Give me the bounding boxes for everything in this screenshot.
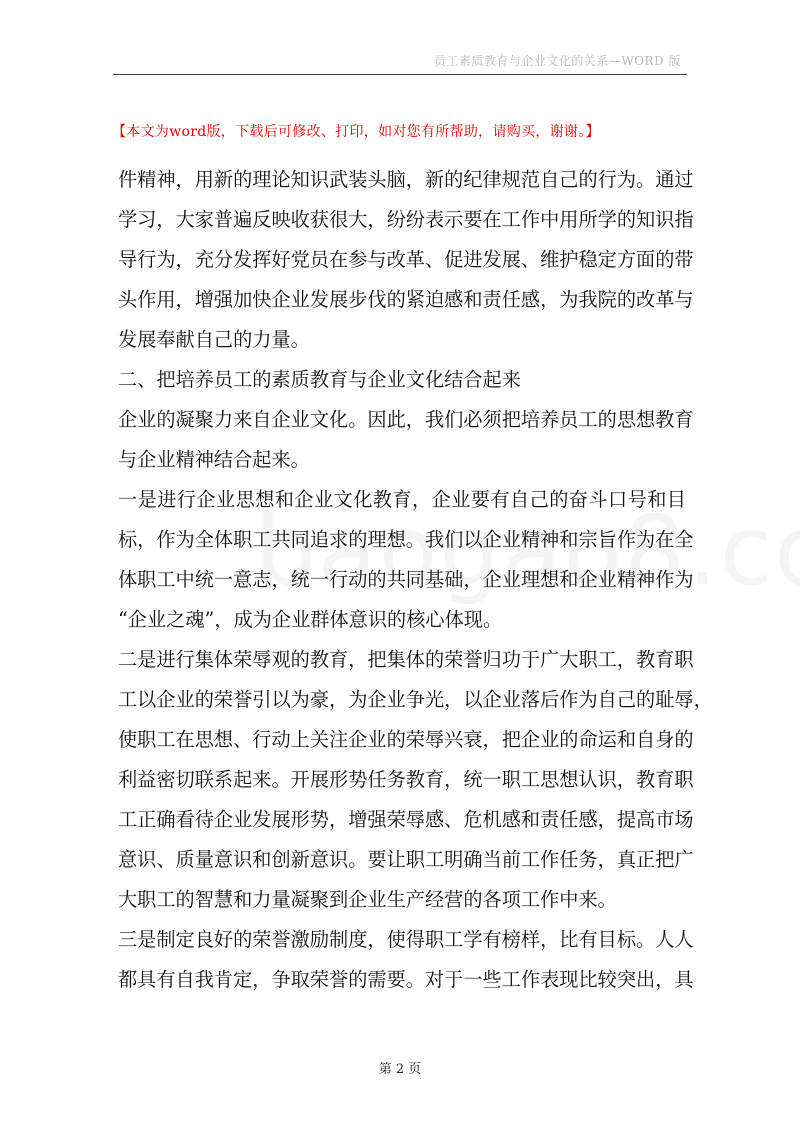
body-line: 都具有自我肯定，争取荣誉的需要。对于一些工作表现比较突出，具	[118, 968, 694, 991]
page-number: 第 2 页	[378, 1062, 422, 1077]
body-line: 与企业精神结合起来。	[118, 448, 310, 471]
body-line: 使职工在思想、行动上关注企业的荣辱兴衰，把企业的命运和自身的	[118, 728, 694, 751]
page-header-title: 员工素质教育与企业文化的关系—WORD 版	[433, 54, 681, 68]
download-notice: 【本文为word版，下载后可修改、打印，如对您有所帮助，请购买，谢谢。】	[112, 124, 600, 140]
body-line: 导行为，充分发挥好党员在参与改革、促进发展、维护稳定方面的带	[118, 248, 694, 271]
body-line: 体职工中统一意志，统一行动的共同基础，企业理想和企业精神作为	[118, 568, 694, 591]
body-line: 头作用，增强加快企业发展步伐的紧迫感和责任感，为我院的改革与	[118, 288, 694, 311]
body-line: 件精神，用新的理论知识武装头脑，新的纪律规范自己的行为。通过	[118, 168, 694, 191]
section-heading: 二、把培养员工的素质教育与企业文化结合起来	[118, 368, 521, 391]
body-line: 工正确看待企业发展形势，增强荣辱感、危机感和责任感，提高市场	[118, 808, 694, 831]
body-line: 发展奉献自己的力量。	[118, 328, 310, 351]
body-line: 学习，大家普遍反映收获很大，纷纷表示要在工作中用所学的知识指	[118, 208, 694, 231]
body-line: 大职工的智慧和力量凝聚到企业生产经营的各项工作中来。	[118, 888, 617, 911]
header-divider	[113, 74, 687, 75]
body-line: 一是进行企业思想和企业文化教育，企业要有自己的奋斗口号和目	[118, 488, 686, 511]
document-body	[118, 160, 713, 1000]
body-line: 三是制定良好的荣誉激励制度，使得职工学有榜样，比有目标。人人	[118, 928, 694, 951]
body-line: 企业的凝聚力来自企业文化。因此，我们必须把培养员工的思想教育	[118, 408, 694, 431]
body-line: 二是进行集体荣辱观的教育，把集体的荣誉归功于广大职工，教育职	[118, 648, 694, 671]
body-line: 利益密切联系起来。开展形势任务教育，统一职工思想认识，教育职	[118, 768, 694, 791]
body-line: 工以企业的荣誉引以为豪，为企业争光，以企业落后作为自己的耻辱，	[118, 688, 713, 711]
body-line: 标，作为全体职工共同追求的理想。我们以企业精神和宗旨作为在全	[118, 528, 694, 551]
body-line: 意识、质量意识和创新意识。要让职工明确当前工作任务，真正把广	[118, 848, 694, 871]
body-line: “企业之魂”，成为企业群体意识的核心体现。	[118, 608, 503, 631]
